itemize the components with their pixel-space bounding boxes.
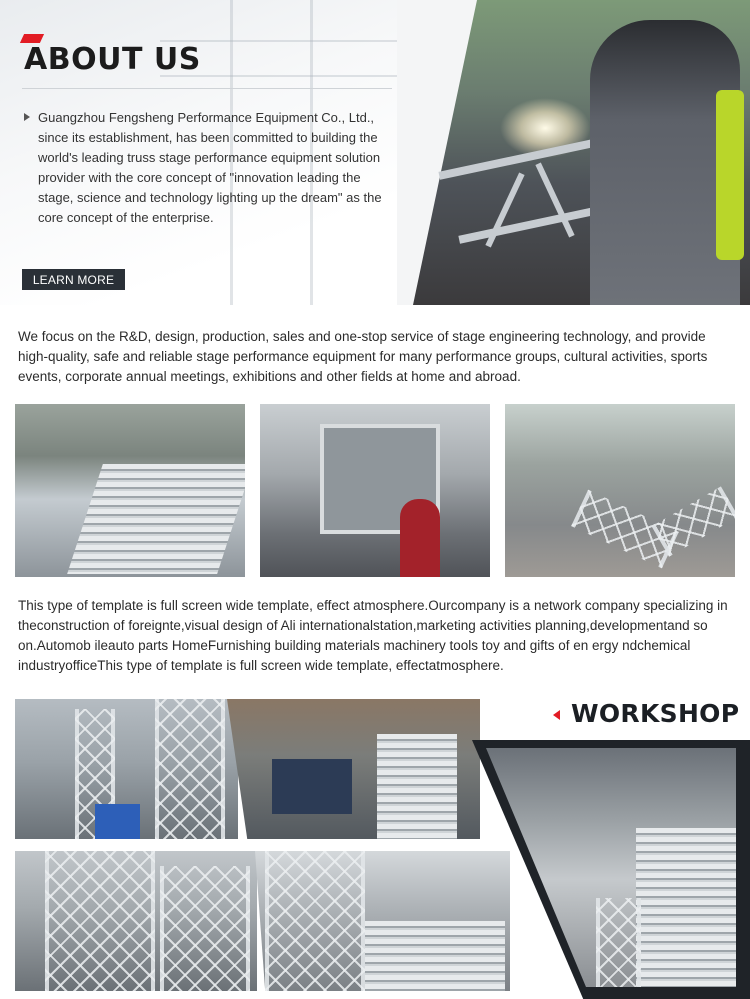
about-heading-text: ABOUT US [24, 42, 201, 77]
workshop-photo-2 [227, 699, 480, 839]
workshop-photo-1 [15, 699, 238, 839]
workshop-photo-4 [255, 851, 510, 991]
warehouse-tubes-photo [15, 404, 245, 577]
company-intro: Guangzhou Fengsheng Performance Equipment Co., Ltd., since its establishment, has been committed to building the world's leading truss stage performance equipment solution provider with the core concept of "innovation leading the stage, science and technology lighting up the dream" as the core concept of the enterprise. [38, 110, 382, 225]
blue-crate [95, 804, 140, 839]
template-paragraph: This type of template is full screen wide template, effect atmosphere.Ourcompany is a network company specializing in theconstruction of foreignte,visual design of Ali internationalstation,marketing activities planning,developmentand so on.Automob ileauto parts HomeFurnishing building materials machinery tools toy and gifts of en ergy ndchemical industryofficeThis type of template is full screen wide template, effectatmosphere. [18, 598, 728, 673]
heading-divider [22, 88, 392, 89]
truss-assembly-photo [505, 404, 735, 577]
workshop-photo-5-image [486, 748, 736, 987]
workshop-photo-3 [15, 851, 257, 991]
workshop-marker-icon [553, 710, 560, 720]
machine-block [272, 759, 352, 814]
focus-paragraph: We focus on the R&D, design, production, sales and one-stop service of stage engineering technology, and provide high-quality, safe and reliable stage performance equipment for many performance groups, cultural activities, sports events, corporate annual meetings, exhibitions and other fields at home and abroad. [18, 329, 708, 384]
welding-photo [397, 0, 750, 305]
workshop-photo-5 [472, 740, 750, 999]
intro-bullet-icon [24, 113, 30, 121]
learn-more-button[interactable]: LEARN MORE [22, 269, 125, 290]
workshop-title: WORKSHOP [571, 699, 740, 728]
loading-truck-photo [260, 404, 490, 577]
safety-vest [716, 90, 744, 260]
worker-figure [400, 499, 440, 577]
about-heading [24, 42, 201, 77]
